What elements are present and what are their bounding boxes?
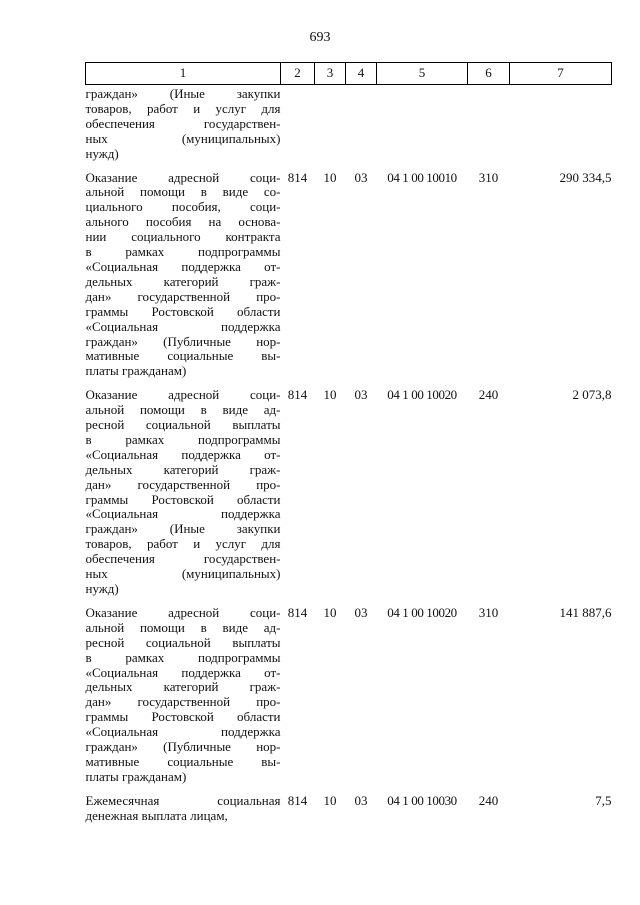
amount: 141 887,6 <box>559 604 612 620</box>
expense-type-code: 240 <box>478 387 499 403</box>
row-description <box>86 162 281 380</box>
ministry-code: 814 <box>287 387 308 403</box>
row-description <box>86 597 281 785</box>
subsection-code: 03 <box>354 169 368 185</box>
table-row <box>86 379 612 597</box>
description-line: обеспечения государствен- <box>85 551 281 567</box>
description-line: «Социальная поддержка <box>85 724 281 740</box>
header-col-7: 7 <box>510 63 612 85</box>
table-row <box>86 785 612 824</box>
expense-type-code: 310 <box>478 604 499 620</box>
description-line: товаров, работ и услуг для <box>85 536 281 552</box>
description-line: дан» государственной про- <box>85 476 281 492</box>
description-line: в рамках подпрограммы <box>85 649 281 665</box>
target-article-code: 04 1 00 10020 <box>387 387 457 403</box>
amount: 2 073,8 <box>572 387 612 403</box>
description-line: «Социальная поддержка от- <box>85 446 281 462</box>
expense-type-code: 240 <box>478 792 499 808</box>
row-description <box>86 85 281 162</box>
amount: 7,5 <box>595 792 612 808</box>
header-col-4: 4 <box>346 63 377 85</box>
table-header-row <box>86 63 612 85</box>
description-line: граждан» (Иные закупки <box>85 86 281 101</box>
description-line: дан» государственной про- <box>85 288 281 304</box>
description-line: нии социального контракта <box>85 229 281 245</box>
description-line: нужд) <box>85 145 119 161</box>
description-line: платы гражданам) <box>85 363 187 379</box>
table-row <box>86 597 612 785</box>
description-line: альной помощи в виде со- <box>85 184 281 200</box>
description-line: дельных категорий граж- <box>85 461 281 477</box>
table-row-continuation <box>86 85 612 162</box>
description-line: дельных категорий граж- <box>85 679 281 695</box>
ministry-code: 814 <box>287 169 308 185</box>
description-line: граммы Ростовской области <box>85 491 281 507</box>
section-code: 10 <box>323 604 337 620</box>
description-line: мативные социальные вы- <box>85 753 281 769</box>
header-col-6: 6 <box>468 63 510 85</box>
description-line: «Социальная поддержка <box>85 318 281 334</box>
ministry-code: 814 <box>287 604 308 620</box>
description-line: граммы Ростовской области <box>85 709 281 725</box>
header-col-5: 5 <box>377 63 468 85</box>
description-line: ресной социальной выплаты <box>85 634 281 650</box>
section-code: 10 <box>323 792 337 808</box>
description-line: ных (муниципальных) <box>85 566 281 582</box>
row-description <box>86 785 281 824</box>
section-code: 10 <box>323 169 337 185</box>
description-line: товаров, работ и услуг для <box>85 100 281 116</box>
description-line: «Социальная поддержка от- <box>85 664 281 680</box>
subsection-code: 03 <box>354 792 368 808</box>
description-line: платы гражданам) <box>85 768 187 784</box>
description-line: дельных категорий граж- <box>85 273 281 289</box>
target-article-code: 04 1 00 10010 <box>387 169 457 185</box>
description-line: альной помощи в виде ад- <box>85 402 281 418</box>
description-line: обеспечения государствен- <box>85 115 281 131</box>
subsection-code: 03 <box>354 387 368 403</box>
target-article-code: 04 1 00 10030 <box>387 792 457 808</box>
description-line: Оказание адресной соци- <box>85 387 281 403</box>
description-line: ального пособия на основа- <box>85 214 281 230</box>
description-line: граммы Ростовской области <box>85 303 281 319</box>
description-line: ных (муниципальных) <box>85 130 281 146</box>
description-line: Оказание адресной соци- <box>85 604 281 620</box>
description-line: нужд) <box>85 581 119 596</box>
budget-table <box>85 62 612 824</box>
description-line: альной помощи в виде ад- <box>85 619 281 635</box>
target-article-code: 04 1 00 10020 <box>387 604 457 620</box>
description-line: граждан» (Публичные нор- <box>85 333 281 349</box>
row-description <box>86 379 281 597</box>
header-col-3: 3 <box>315 63 346 85</box>
description-line: дан» государственной про- <box>85 694 281 710</box>
amount: 290 334,5 <box>559 169 612 185</box>
ministry-code: 814 <box>287 792 308 808</box>
section-code: 10 <box>323 387 337 403</box>
description-line: Ежемесячная социальная <box>85 792 281 808</box>
description-line: ресной социальной выплаты <box>85 417 281 433</box>
description-line: граждан» (Публичные нор- <box>85 739 281 755</box>
description-line: в рамках подпрограммы <box>85 244 281 260</box>
description-line: Оказание адресной соци- <box>85 169 281 185</box>
header-col-1: 1 <box>86 63 281 85</box>
subsection-code: 03 <box>354 604 368 620</box>
table-row <box>86 162 612 380</box>
page-number: 693 <box>309 30 331 45</box>
description-line: «Социальная поддержка от- <box>85 258 281 274</box>
description-line: мативные социальные вы- <box>85 348 281 364</box>
description-line: «Социальная поддержка <box>85 506 281 522</box>
header-col-2: 2 <box>281 63 315 85</box>
description-line: граждан» (Иные закупки <box>85 521 281 537</box>
expense-type-code: 310 <box>478 169 499 185</box>
description-line: в рамках подпрограммы <box>85 431 281 447</box>
description-line: денежная выплата лицам, <box>85 807 228 823</box>
description-line: циального пособия, соци- <box>85 199 281 215</box>
